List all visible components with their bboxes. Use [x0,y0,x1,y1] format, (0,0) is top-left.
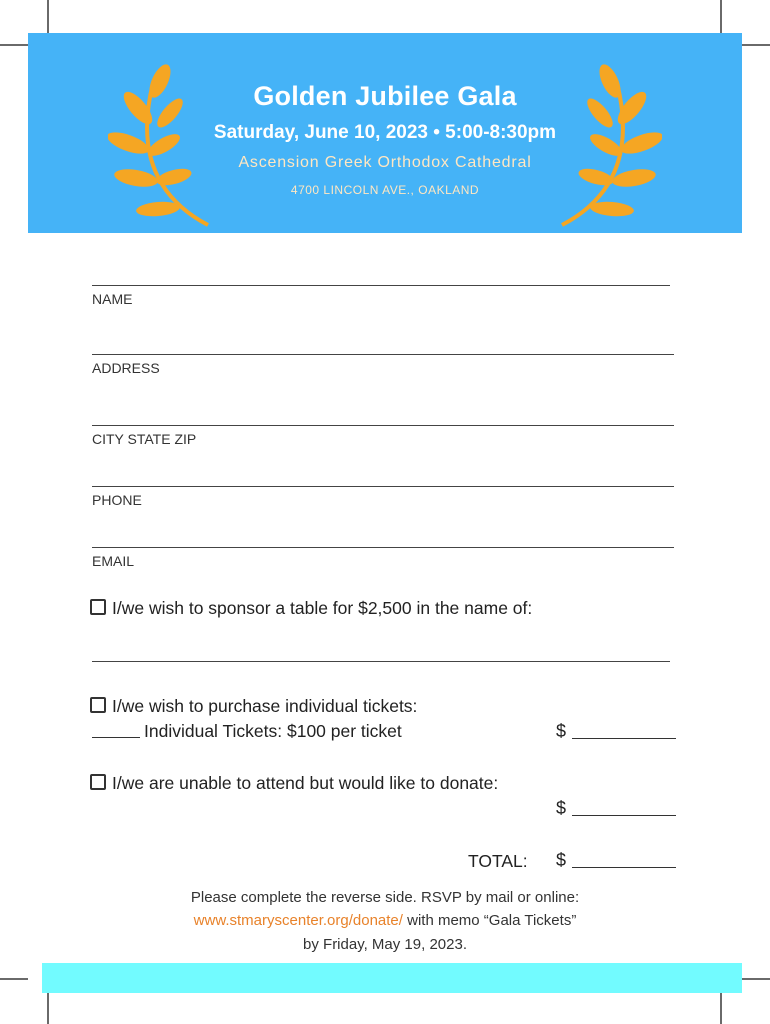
total-amount [556,850,676,871]
event-address: 4700 LINCOLN AVE., OAKLAND [290,183,480,197]
footer-memo: with memo “Gala Tickets” [402,912,577,929]
currency-symbol: $ [556,850,567,870]
crop-mark [742,44,770,46]
tickets-option [90,696,417,717]
currency-symbol: $ [556,721,567,741]
sponsor-option [90,598,532,619]
city-state-zip-field[interactable] [92,425,674,426]
donate-text: I/we are unable to attend but would like to donate: [112,773,499,793]
email-label: EMAIL [92,553,135,569]
header-banner [28,33,742,233]
bottom-bar [42,963,742,993]
footer-line-3: by Friday, May 19, 2023. [303,936,467,953]
sponsor-name-field[interactable] [92,661,670,662]
name-field[interactable] [92,285,670,286]
tickets-text: I/we wish to purchase individual tickets: [112,696,418,716]
crop-mark [47,0,49,33]
sponsor-checkbox[interactable] [90,599,106,615]
crop-mark [720,0,722,33]
tickets-amount [556,721,676,742]
address-label: ADDRESS [92,360,160,376]
footer-line-1: Please complete the reverse side. RSVP by mail or online: [190,889,580,906]
donate-checkbox[interactable] [90,774,106,790]
crop-mark [0,978,28,980]
ticket-quantity-field[interactable] [92,737,140,738]
donation-amount-field[interactable] [572,815,676,816]
address-field[interactable] [92,354,674,355]
tickets-detail-row [92,721,402,742]
total-amount-field[interactable] [572,867,676,868]
tickets-detail: Individual Tickets: $100 per ticket [144,721,402,741]
event-title: Golden Jubilee Gala [253,81,517,111]
sponsor-text: I/we wish to sponsor a table for $2,500 in the name of: [112,598,533,618]
donation-amount [556,798,676,819]
crop-mark [0,44,28,46]
currency-symbol: $ [556,798,567,818]
event-venue: Ascension Greek Orthodox Cathedral [238,154,532,171]
event-date-time: Saturday, June 10, 2023 • 5:00-8:30pm [213,122,557,143]
crop-mark [720,993,722,1024]
donate-option [90,773,498,794]
phone-field[interactable] [92,486,674,487]
email-field[interactable] [92,547,674,548]
name-label: NAME [92,291,133,307]
tickets-amount-field[interactable] [572,738,676,739]
crop-mark [742,978,770,980]
tickets-checkbox[interactable] [90,697,106,713]
donate-link[interactable]: www.stmaryscenter.org/donate/ [193,912,403,929]
total-label: TOTAL: [468,851,528,871]
crop-mark [47,993,49,1024]
city-state-zip-label: CITY STATE ZIP [92,431,197,447]
phone-label: PHONE [92,492,142,508]
footer-line-2 [0,912,770,929]
